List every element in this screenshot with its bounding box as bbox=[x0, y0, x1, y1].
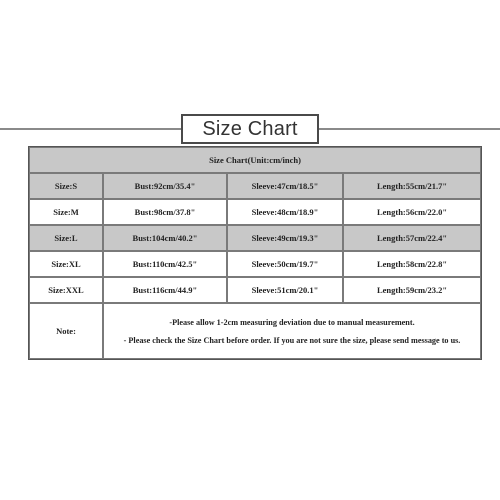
table-row-s bbox=[29, 173, 481, 199]
note-line: -Please allow 1-2cm measuring deviation due to manual measurement. bbox=[169, 317, 415, 327]
table-header-text: Size Chart(Unit:cm/inch) bbox=[209, 155, 301, 165]
sleeve-cell: Sleeve:49cm/19.3" bbox=[227, 225, 343, 251]
table-row-xxl bbox=[29, 277, 481, 303]
bust-cell: Bust:110cm/42.5" bbox=[103, 251, 227, 277]
sleeve-cell: Sleeve:48cm/18.9" bbox=[227, 199, 343, 225]
length-cell: Length:58cm/22.8" bbox=[343, 251, 481, 277]
length-cell: Length:56cm/22.0" bbox=[343, 199, 481, 225]
title-rule-left bbox=[0, 128, 181, 130]
bust-cell: Bust:98cm/37.8" bbox=[103, 199, 227, 225]
sleeve-cell: Sleeve:47cm/18.5" bbox=[227, 173, 343, 199]
bust-cell: Bust:116cm/44.9" bbox=[103, 277, 227, 303]
table-row-m bbox=[29, 199, 481, 225]
note-content bbox=[103, 303, 481, 359]
note-label: Note: bbox=[29, 303, 103, 359]
sleeve-cell: Sleeve:51cm/20.1" bbox=[227, 277, 343, 303]
size-cell: Size:XL bbox=[29, 251, 103, 277]
length-cell: Length:55cm/21.7" bbox=[343, 173, 481, 199]
note-row bbox=[29, 303, 481, 359]
sleeve-cell: Sleeve:50cm/19.7" bbox=[227, 251, 343, 277]
title-rule-right bbox=[319, 128, 500, 130]
size-cell: Size:XXL bbox=[29, 277, 103, 303]
table-row-l bbox=[29, 225, 481, 251]
table-row-xl bbox=[29, 251, 481, 277]
size-cell: Size:L bbox=[29, 225, 103, 251]
size-cell: Size:M bbox=[29, 199, 103, 225]
size-chart-table bbox=[28, 146, 482, 360]
bust-cell: Bust:92cm/35.4" bbox=[103, 173, 227, 199]
length-cell: Length:57cm/22.4" bbox=[343, 225, 481, 251]
table-header bbox=[29, 147, 481, 173]
length-cell: Length:59cm/23.2" bbox=[343, 277, 481, 303]
table-header-row bbox=[29, 147, 481, 173]
note-line: - Please check the Size Chart before order. If you are not sure the size, please send message to us. bbox=[123, 335, 461, 345]
size-cell: Size:S bbox=[29, 173, 103, 199]
page-title: Size Chart bbox=[181, 114, 319, 144]
bust-cell: Bust:104cm/40.2" bbox=[103, 225, 227, 251]
